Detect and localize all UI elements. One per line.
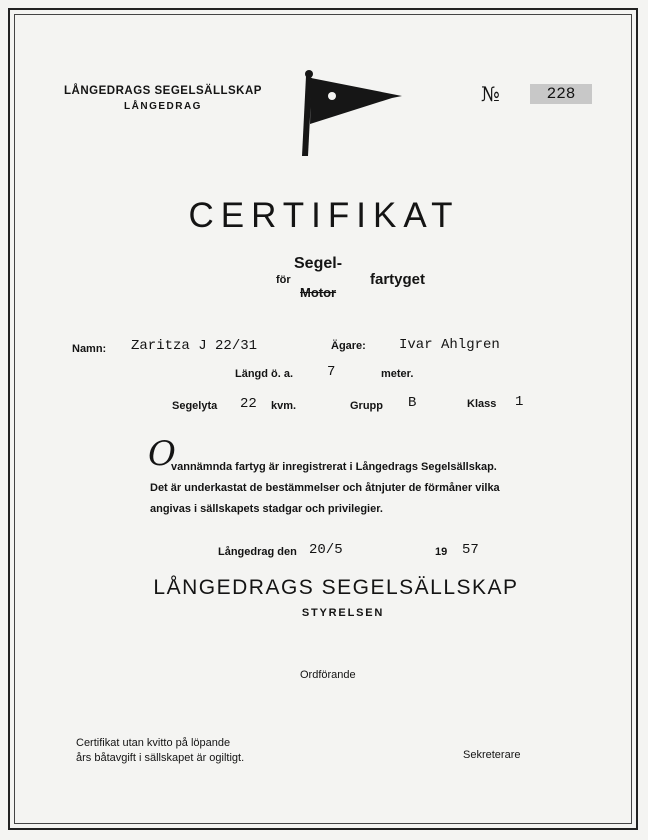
agare-value: Ivar Ahlgren (399, 337, 500, 353)
grupp-label: Grupp (350, 400, 383, 412)
meter-label: meter. (381, 368, 414, 380)
namn-value: Zaritza J 22/31 (131, 338, 258, 354)
date-century: 19 (435, 546, 448, 558)
kvm-label: kvm. (271, 400, 297, 412)
club-place: LÅNGEDRAG (124, 101, 202, 112)
langd-value: 7 (327, 364, 336, 380)
chair-label: Ordförande (300, 669, 356, 681)
klass-label: Klass (467, 398, 497, 410)
statement-dropcap: O (148, 434, 176, 474)
segelyta-value: 22 (240, 396, 257, 412)
club-name: LÅNGEDRAGS SEGELSÄLLSKAP (64, 85, 262, 97)
number-symbol: № (481, 82, 500, 106)
footer-note (76, 736, 306, 766)
fartyget-label: fartyget (370, 271, 426, 288)
date-year: 57 (462, 542, 479, 558)
footer-line-1: Certifikat utan kvitto på löpande (76, 737, 231, 749)
pennant-flag-icon (292, 66, 406, 160)
statement-line-2: Det är underkastat de bestämmelser och åtnjuter de förmåner vilka (150, 482, 500, 494)
klass-value: 1 (515, 394, 524, 410)
namn-label: Namn: (72, 343, 107, 355)
board-label: STYRELSEN (301, 607, 385, 619)
motor-struck-label: Motor (300, 285, 337, 300)
segel-label: Segel- (294, 255, 343, 272)
date-day-month: 20/5 (309, 542, 343, 558)
signature-club-name: LÅNGEDRAGS SEGELSÄLLSKAP (153, 576, 519, 599)
date-place-label: Långedrag den (218, 546, 297, 558)
grupp-value: B (408, 395, 417, 411)
langd-label: Längd ö. a. (235, 368, 294, 380)
segelyta-label: Segelyta (172, 400, 218, 412)
secretary-label: Sekreterare (463, 749, 521, 761)
agare-label: Ägare: (331, 340, 366, 352)
certificate-number: 228 (530, 84, 592, 104)
statement-line-1: vannämnda fartyg är inregistrerat i Långedrags Segelsällskap. (171, 461, 497, 473)
certificate-title: CERTIFIKAT (188, 196, 460, 235)
footer-line-2: års båtavgift i sällskapet är ogiltigt. (76, 752, 245, 764)
statement-paragraph (148, 434, 570, 520)
statement-line-3: angivas i sällskapets stadgar och privilegier. (150, 503, 383, 515)
for-label: för (276, 274, 291, 286)
